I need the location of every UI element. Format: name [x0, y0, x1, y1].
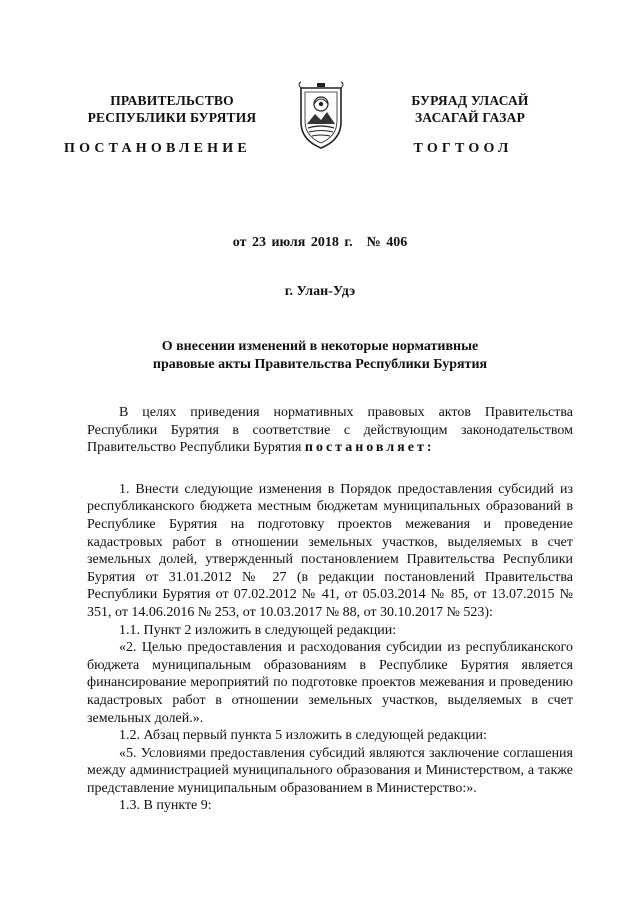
preamble-paragraph	[87, 404, 573, 457]
document-city: г. Улан-Удэ	[284, 284, 356, 299]
paragraph-1-1-text: «2. Целью предоставления и расходования субсидии из республиканского бюджета муниципальным образованиям в Республике Бурятия является финансирование мероприятий по подготовке проектов межевания и проведению кадастровых работ в отношении земельных участков, выделяемых в счет земельных долей.».	[87, 640, 573, 726]
doc-type-ru: ПОСТАНОВЛЕНИЕ	[64, 141, 251, 156]
paragraph-1-3: 1.3. В пункте 9:	[119, 798, 212, 814]
paragraph-1-1: 1.1. Пункт 2 изложить в следующей редакции:	[119, 622, 397, 638]
header-right-line2: ЗАСАГАЙ ГАЗАР	[414, 110, 526, 125]
header-right	[360, 92, 580, 126]
document-date-line	[0, 235, 640, 251]
header-left-line1: ПРАВИТЕЛЬСТВО	[110, 93, 234, 108]
document-number: № 406	[366, 235, 408, 250]
title-line1: О внесении изменений в некоторые нормативные	[161, 339, 479, 354]
decree-word: постановляет:	[304, 440, 435, 456]
header-right-line1: БУРЯАД УЛАСАЙ	[411, 93, 529, 108]
paragraph-1-2-text: «5. Условиями предоставления субсидий являются заключение соглашения между администрацией муниципального образования и Министерством, а также представление муниципальным образованием в Министерство:».	[87, 745, 573, 796]
header-left-line2: РЕСПУБЛИКИ БУРЯТИЯ	[87, 110, 257, 125]
doc-type-bur: ТОГТООЛ	[413, 141, 513, 156]
document-title	[100, 338, 540, 374]
coat-of-arms-of-buryatia-icon	[295, 80, 347, 150]
document-date: от 23 июля 2018 г.	[232, 235, 353, 250]
document-body	[87, 404, 573, 815]
title-line2: правовые акты Правительства Республики Бурятия	[152, 357, 488, 372]
paragraph-1-2: 1.2. Абзац первый пункта 5 изложить в следующей редакции:	[119, 728, 487, 744]
header-left	[62, 92, 282, 126]
preamble-text: В целях приведения нормативных правовых актов Правительства Республики Бурятия в соответствие с действующим законодательством Правительство Республики Бурятия	[87, 405, 573, 456]
paragraph-1: 1. Внести следующие изменения в Порядок предоставления субсидий из республиканского бюджета местным бюджетам муниципальных образований в Республике Бурятия на подготовку проектов межевания и проведение кадастровых работ в отношении земельных участков, выделяемых в счет земельных долей, утвержденный постановлением Правительства Республики Бурятия от 31.01.2012 № 27 (в редакции постановлений Правительства Республики Бурятия от 07.02.2012 № 41, от 05.03.2014 № 85, от 13.07.2015 № 351, от 14.06.2016 № 253, от 10.03.2017 № 88, от 30.10.2017 № 523):	[87, 481, 573, 620]
